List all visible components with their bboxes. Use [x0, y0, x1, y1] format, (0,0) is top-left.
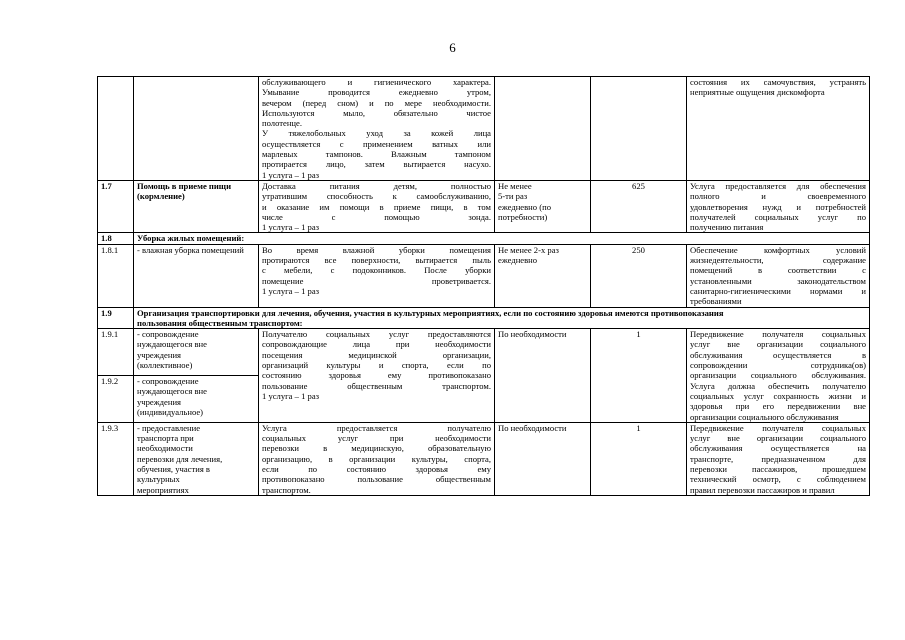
- cell-price: [591, 77, 687, 181]
- text-line: технический осмотр, с соблюдением: [690, 474, 866, 485]
- text-line: социальных услуг сохранность жизни и: [690, 390, 866, 401]
- text-line: организации социального обслуживания: [690, 411, 839, 422]
- cell-name: Помощь в приеме пищи (кормление): [134, 180, 259, 232]
- text-line: с мебели, с подоконников. После уборки: [262, 265, 491, 276]
- cell-price: 625: [591, 180, 687, 232]
- text-line: перевозки пассажиров, прошедшем: [690, 463, 866, 474]
- text-line: Обеспечение комфортных условий: [690, 244, 866, 255]
- text-line: сопровождающие лица при необходимости: [262, 339, 491, 350]
- text-line: 1 услуга – 1 раз: [262, 222, 320, 233]
- text-line: перевозки в медицинскую, образовательную: [262, 443, 491, 454]
- text-line: правил перевозки пассажиров и правил: [690, 484, 835, 495]
- text-line: услуг вне организации социального: [690, 339, 866, 350]
- text-line: 1 услуга – 1 раз: [262, 390, 320, 401]
- cell-name: [134, 77, 259, 181]
- text-line: нуждающегося вне: [137, 386, 207, 397]
- text-line: культурных: [137, 474, 180, 485]
- text-line: полного и своевременного: [690, 191, 866, 202]
- text-line: Не менее: [498, 180, 532, 191]
- text-line: марлевых тампонов. Влажным тампоном: [262, 149, 491, 160]
- table-row-1-9-1: [98, 329, 870, 376]
- text-line: если по состоянию здоровья ему: [262, 463, 491, 474]
- cell-name: - влажная уборка помещений: [134, 244, 259, 307]
- text-line: организации социального обслуживания.: [690, 370, 866, 381]
- cell-num: 1.7: [98, 180, 134, 232]
- text-line: ежедневно (по: [498, 201, 551, 212]
- text-line: состояния их самочувствия, устранять: [690, 77, 866, 87]
- text-line: мероприятиях: [137, 484, 189, 495]
- text-line: Получателю социальных услуг предоставляются: [262, 329, 491, 340]
- cell-frequency: По необходимости: [495, 422, 591, 495]
- text-line: услуг вне организации социального: [690, 433, 866, 444]
- text-line: потребности): [498, 211, 548, 222]
- text-line: обслуживающего и гигиенического характера.: [262, 77, 491, 87]
- text-line: обслуживания осуществляется на: [690, 443, 866, 454]
- text-line: получателей социальных услуг по: [690, 211, 866, 222]
- text-line: удовлетворения нужд и потребностей: [690, 201, 866, 212]
- cell-frequency: [495, 180, 591, 232]
- cell-result: [687, 180, 870, 232]
- section-title: Уборка жилых помещений:: [134, 233, 870, 244]
- cell-description: [259, 77, 495, 181]
- text-line: состоянию здоровья ему противопоказано: [262, 370, 491, 381]
- page-number: 6: [449, 40, 456, 55]
- cell-price: 1: [591, 329, 687, 423]
- text-line: Доставка питания детям, полностью: [262, 180, 491, 191]
- text-line: сопровождении сотрудника(ов): [690, 360, 866, 371]
- table-row-1-9-3: [98, 422, 870, 495]
- text-line: получению питания: [690, 222, 764, 233]
- text-line: и оказание им помощи в приеме пищи, в том: [262, 201, 491, 212]
- text-line: утратившим способность к самообслуживанию,: [262, 191, 491, 202]
- services-table: [97, 76, 870, 496]
- text-line: Передвижение получателя социальных: [690, 329, 866, 340]
- table-row-1-8-1: [98, 244, 870, 307]
- text-line: учреждения: [137, 349, 182, 360]
- cell-price: 250: [591, 244, 687, 307]
- cell-result: [687, 422, 870, 495]
- text-line: помещение проветривается.: [262, 275, 491, 286]
- text-line: - сопровождение: [137, 329, 199, 340]
- cell-description: [259, 244, 495, 307]
- text-line: полотенце.: [262, 118, 302, 129]
- cell-num: 1.9: [98, 307, 134, 329]
- text-line: социальных услуг при необходимости: [262, 433, 491, 444]
- text-line: обучения, участия в: [137, 463, 210, 474]
- section-title: [134, 307, 870, 329]
- text-line: пользование общественным транспортом.: [262, 380, 491, 391]
- text-line: обслуживания осуществляется в: [690, 349, 866, 360]
- text-line: организацию, в организации культуры, спорта,: [262, 453, 491, 464]
- text-line: Передвижение получателя социальных: [690, 422, 866, 433]
- text-line: Умывание проводится ежедневно утром,: [262, 87, 491, 98]
- text-line: Используются мыло, обязательно чистое: [262, 107, 491, 118]
- text-line: установленными законодательством: [690, 275, 866, 286]
- cell-description: [259, 329, 495, 423]
- text-line: 1 услуга – 1 раз: [262, 169, 320, 180]
- cell-num: 1.8: [98, 233, 134, 244]
- table-row-1-8: [98, 233, 870, 244]
- text-line: протирается лицо, затем вытирается насухо.: [262, 159, 491, 170]
- text-line: необходимости: [137, 443, 193, 454]
- text-line: жизнедеятельности, содержание: [690, 255, 866, 266]
- text-line: перевозки для лечения,: [137, 453, 223, 464]
- text-line: здоровья при его передвижении вне: [690, 401, 866, 412]
- text-line: Услуга предоставляется для обеспечения: [690, 180, 866, 191]
- cell-price: 1: [591, 422, 687, 495]
- cell-frequency: По необходимости: [495, 329, 591, 423]
- text-line: противопоказано пользование общественным: [262, 474, 491, 485]
- text-line: санитарно-гигиеническими нормами и: [690, 285, 866, 296]
- cell-num: [98, 77, 134, 181]
- text-line: транспорте, предназначенном для: [690, 453, 866, 464]
- text-line: Не менее 2-х раз: [498, 244, 559, 255]
- cell-description: [259, 422, 495, 495]
- cell-frequency: [495, 77, 591, 181]
- text-line: - предоставление: [137, 422, 201, 433]
- text-line: протираются все поверхности, вытирается пыль: [262, 255, 491, 266]
- cell-num: 1.9.2: [98, 375, 134, 422]
- text-line: 5-ти раз: [498, 191, 528, 202]
- text-line: Услуга должна обеспечить получателю: [690, 380, 866, 391]
- text-line: неприятные ощущения дискомфорта: [690, 87, 825, 98]
- cell-name: [134, 375, 259, 422]
- table-row-continuation: [98, 77, 870, 181]
- text-line: помещений в соответствии с: [690, 265, 866, 276]
- cell-description: [259, 180, 495, 232]
- text-line: учреждения: [137, 396, 182, 407]
- cell-num: 1.9.3: [98, 422, 134, 495]
- cell-frequency: [495, 244, 591, 307]
- cell-result: [687, 329, 870, 423]
- text-line: 1 услуга – 1 раз: [262, 285, 320, 296]
- cell-name: [134, 422, 259, 495]
- text-line: Услуга предоставляется получателю: [262, 422, 491, 433]
- cell-num: 1.8.1: [98, 244, 134, 307]
- cell-result: [687, 77, 870, 181]
- text-line: У тяжелобольных уход за кожей лица: [262, 128, 491, 139]
- text-line: (индивидуальное): [137, 406, 204, 417]
- cell-name: [134, 329, 259, 376]
- text-line: ежедневно: [498, 255, 538, 266]
- text-line: организаций культуры и спорта, если по: [262, 360, 491, 371]
- text-line: требованиями: [690, 296, 742, 307]
- text-line: пользования общественным транспортом:: [137, 317, 303, 328]
- table-row-1-9: [98, 307, 870, 329]
- text-line: Во время влажной уборки помещения: [262, 244, 491, 255]
- text-line: посещения медицинской организации,: [262, 349, 491, 360]
- cell-num: 1.9.1: [98, 329, 134, 376]
- text-line: осуществляется с применением ватных или: [262, 138, 491, 149]
- text-line: Организация транспортировки для лечения, обучения, участия в культурных мероприятиях, если по состоянию здоровья имеются противопоказания: [137, 307, 724, 318]
- text-line: нуждающегося вне: [137, 339, 207, 350]
- text-line: - сопровождение: [137, 375, 199, 386]
- text-line: транспорта при: [137, 433, 194, 444]
- text-line: (коллективное): [137, 360, 193, 371]
- text-line: вечером (перед сном) и по мере необходимости.: [262, 97, 491, 108]
- table-row-1-7: [98, 180, 870, 232]
- text-line: числе с помощью зонда.: [262, 211, 491, 222]
- text-line: транспортом.: [262, 484, 311, 495]
- cell-result: [687, 244, 870, 307]
